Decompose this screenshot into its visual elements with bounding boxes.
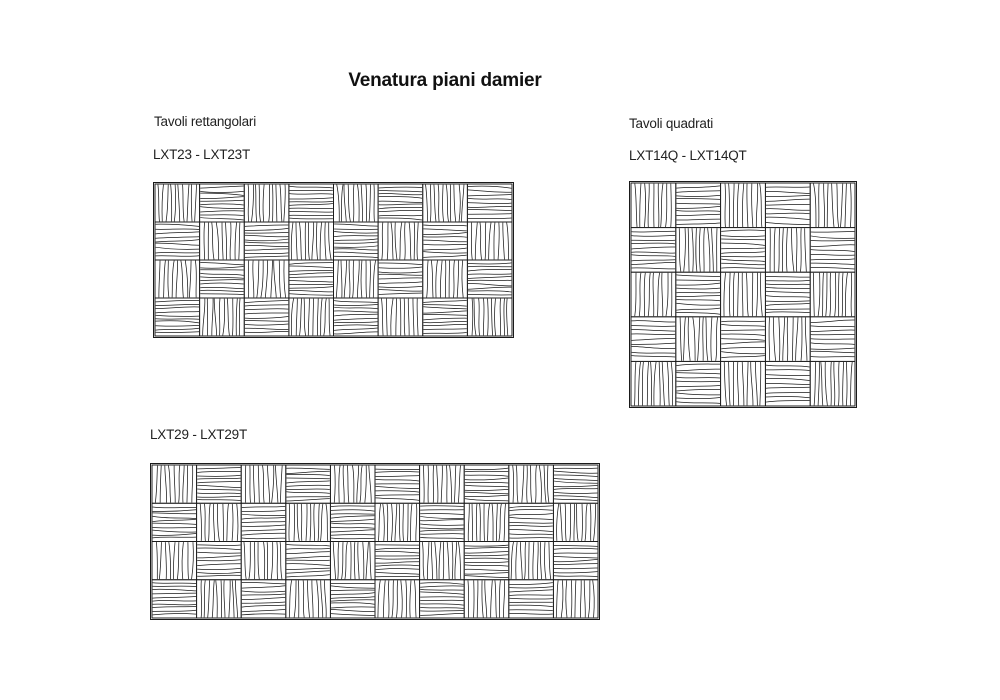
- section-heading-square-tables: Tavoli quadrati: [629, 116, 714, 131]
- table-code-lxt23: LXT23 - LXT23T: [153, 147, 250, 162]
- damier-panel-lxt14q: [629, 181, 857, 408]
- section-heading-rectangular-tables: Tavoli rettangolari: [154, 114, 257, 129]
- table-code-lxt14q: LXT14Q - LXT14QT: [629, 148, 747, 163]
- damier-panel-lxt23: [153, 182, 514, 338]
- table-code-lxt29: LXT29 - LXT29T: [150, 427, 247, 442]
- page-title: Venatura piani damier: [348, 70, 542, 91]
- damier-panel-lxt29: [150, 463, 600, 620]
